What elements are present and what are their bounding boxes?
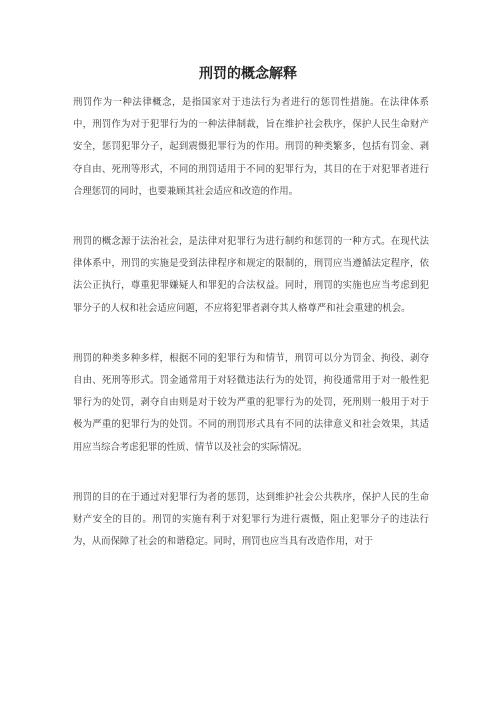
- paragraph-4: 刑罚的目的在于通过对犯罪行为者的惩罚，达到维护社会公共秩序，保护人民的生命财产安全的目的。刑罚的实施有利于对犯罪行为进行震慑，阻止犯罪分子的违法行为，从而保障了社会的和谐稳定。同时，刑罚也应当具有改造作用，对于: [73, 491, 429, 548]
- document-title: 刑罚的概念解释: [199, 66, 297, 82]
- paragraph-1: 刑罚作为一种法律概念，是指国家对于违法行为者进行的惩罚性措施。在法律体系中，刑罚作为对于犯罪行为的一种法律制裁，旨在维护社会秩序，保护人民生命财产安全，惩罚犯罪分子，起到震慑犯罪行为的作用。刑罚的种类繁多，包括有罚金、剥夺自由、死刑等形式，不同的刑罚适用于不同的犯罪行为，其目的在于对犯罪者进行合理惩罚的同时，也要兼顾其社会适应和改造的作用。: [73, 97, 429, 197]
- paragraph-3: 刑罚的种类多种多样，根据不同的犯罪行为和情节，刑罚可以分为罚金、拘役、剥夺自由、死刑等形式。罚金通常用于对轻微违法行为的处罚，拘役通常用于对一般性犯罪行为的处罚，剥夺自由则是对于较为严重的犯罪行为的处罚，死刑则一般用于对于极为严重的犯罪行为的处罚。不同的刑罚形式具有不同的法律意义和社会效果，其适用应当综合考虑犯罪的性质、情节以及社会的实际情况。: [73, 352, 429, 453]
- document-body: [73, 92, 429, 553]
- paragraph-2: 刑罚的概念源于法治社会，是法律对犯罪行为进行制约和惩罚的一种方式。在现代法律体系中，刑罚的实施是受到法律程序和规定的限制的，刑罚应当遵循法定程序，依法公正执行，尊重犯罪嫌疑人和罪犯的合法权益。同时，刑罚的实施也应当考虑到犯罪分子的人权和社会适应问题，不应将犯罪者剥夺其人格尊严和社会重建的机会。: [73, 236, 429, 314]
